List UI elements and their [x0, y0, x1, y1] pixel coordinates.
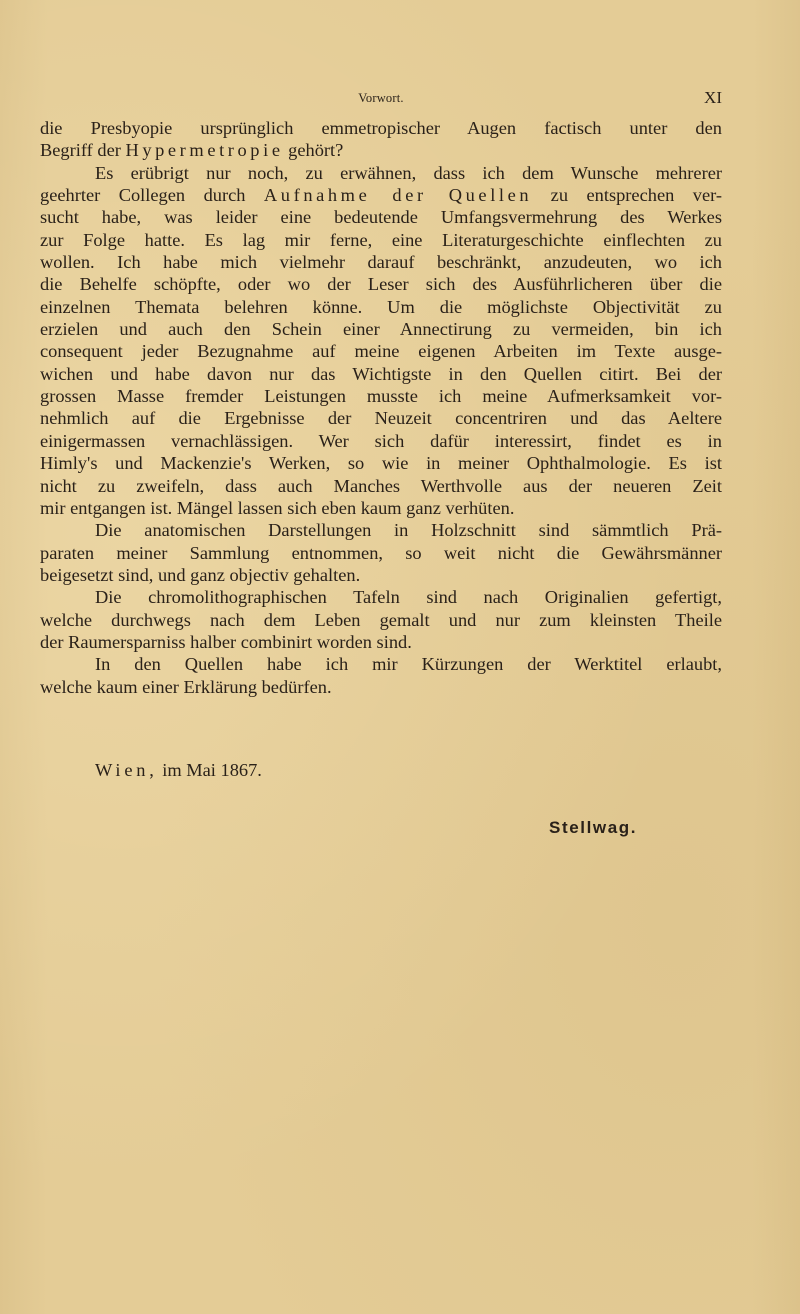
emphasized-term: Aufnahme der Quellen: [263, 185, 533, 206]
text-run: gehört?: [283, 140, 344, 161]
emphasized-term: Hypermetropie: [125, 140, 284, 161]
dateline-date: im Mai 1867.: [157, 760, 262, 780]
text-line: welche kaum einer Erklärung bedürfen.: [40, 676, 332, 697]
text-line: nicht zu zweifeln, dass auch Manches Werthvolle aus der neueren Zeit: [40, 475, 722, 496]
paragraph: [40, 653, 722, 698]
text-line: nehmlich auf die Ergebnisse der Neuzeit concentriren und das Aeltere: [40, 408, 722, 429]
text-line: mir entgangen ist. Mängel lassen sich eben kaum ganz verhüten.: [40, 497, 515, 518]
text-line: paraten meiner Sammlung entnommen, so weit nicht die Gewährsmänner: [40, 542, 722, 563]
dateline-place: Wien,: [95, 760, 158, 780]
paragraph: [40, 117, 722, 162]
paragraph: [40, 519, 722, 586]
paragraph: [40, 162, 722, 520]
author-signature: Stellwag.: [549, 818, 638, 837]
page-number: XI: [704, 88, 722, 107]
text-line: sucht habe, was leider eine bedeutende Umfangsvermehrung des Werkes: [40, 207, 722, 228]
text-line: Die anatomischen Darstellungen in Holzschnitt sind sämmtlich Prä-: [95, 520, 722, 541]
running-title: Vorwort.: [358, 91, 404, 105]
text-line: wollen. Ich habe mich vielmehr darauf beschränkt, anzudeuten, wo ich: [40, 252, 722, 273]
text-run: zu entsprechen ver-: [532, 185, 723, 206]
dateline: [95, 760, 262, 781]
text-line: Himly's und Mackenzie's Werken, so wie in meiner Ophthalmologie. Es ist: [40, 453, 722, 474]
text-line: einigermassen vernachlässigen. Wer sich dafür interessirt, findet es in: [40, 430, 722, 451]
text-line: erzielen und auch den Schein einer Annectirung zu vermeiden, bin ich: [40, 319, 722, 340]
running-head: [40, 88, 722, 108]
text-line: welche durchwegs nach dem Leben gemalt und nur zum kleinsten Theile: [40, 609, 722, 630]
preface-body: [40, 117, 722, 698]
text-line: die Behelfe schöpfte, oder wo der Leser sich des Ausführlicheren über die: [40, 274, 722, 295]
text-line: wichen und habe davon nur das Wichtigste in den Quellen citirt. Bei der: [40, 363, 722, 384]
text-line: der Raumersparniss halber combinirt worden sind.: [40, 631, 412, 652]
text-run: geehrter Collegen durch: [40, 185, 264, 206]
text-line: Es erübrigt nur noch, zu erwähnen, dass ich dem Wunsche mehrerer: [95, 162, 722, 183]
text-line: [40, 184, 722, 206]
text-line: zur Folge hatte. Es lag mir ferne, eine Literaturgeschichte einflechten zu: [40, 229, 722, 250]
text-line: In den Quellen habe ich mir Kürzungen der Werktitel erlaubt,: [95, 654, 722, 675]
text-line: beigesetzt sind, und ganz objectiv gehalten.: [40, 564, 361, 585]
paragraph: [40, 586, 722, 653]
text-run: Begriff der: [40, 140, 126, 161]
text-line: consequent jeder Bezugnahme auf meine eigenen Arbeiten im Texte ausge-: [40, 341, 722, 362]
text-line: einzelnen Themata belehren könne. Um die möglichste Objectivität zu: [40, 296, 722, 317]
text-line: grossen Masse fremder Leistungen musste ich meine Aufmerksamkeit vor-: [40, 386, 722, 407]
text-line: [40, 139, 722, 161]
text-line: Die chromolithographischen Tafeln sind nach Originalien gefertigt,: [95, 587, 722, 608]
text-line: die Presbyopie ursprünglich emmetropischer Augen factisch unter den: [40, 118, 722, 138]
